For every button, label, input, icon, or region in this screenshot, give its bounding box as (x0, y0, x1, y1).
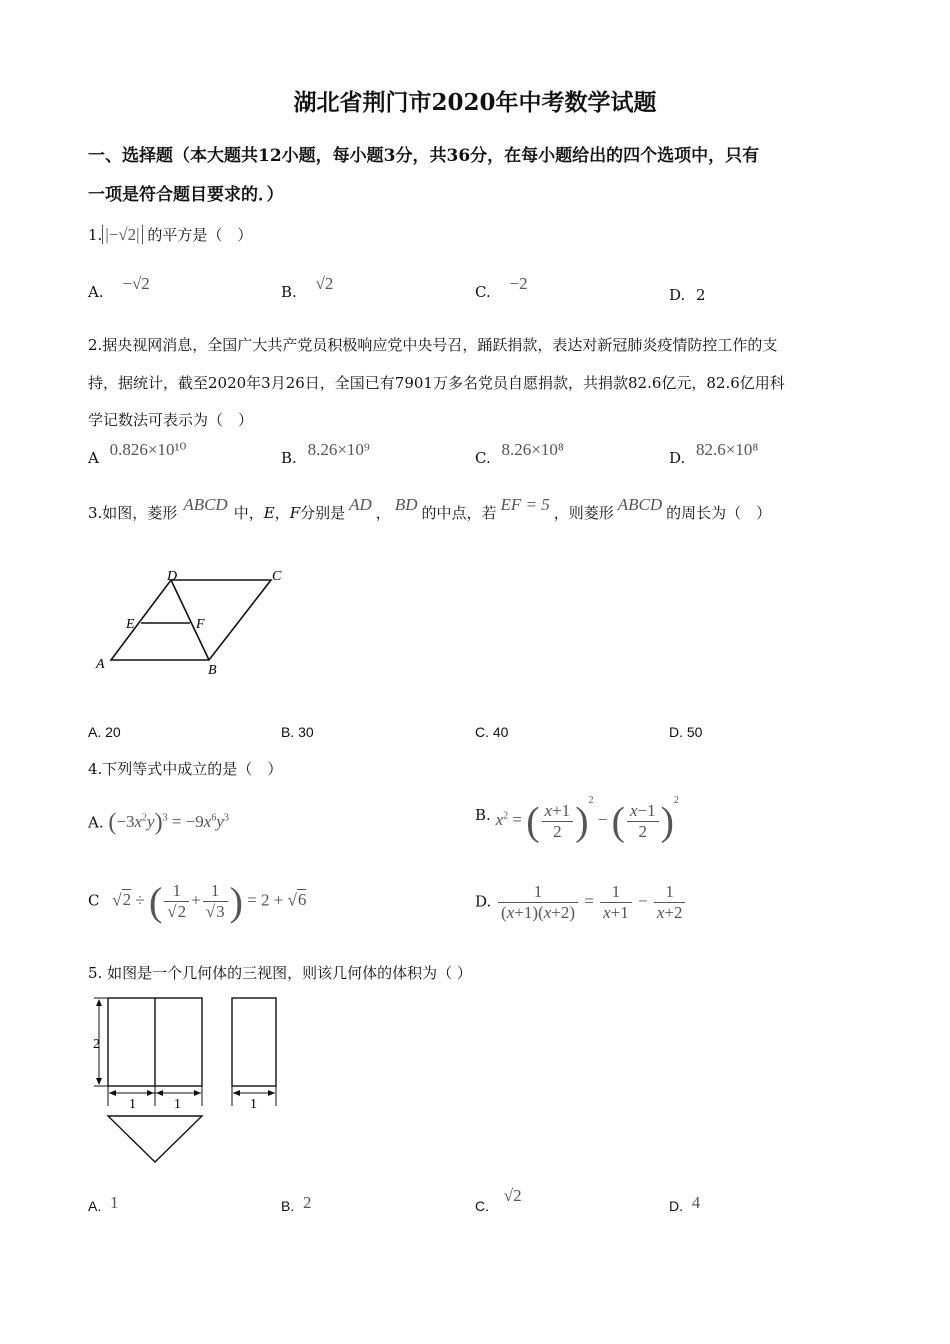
side-arrow-1 (233, 1090, 240, 1096)
q3-math-abcd-2: ABCD (617, 495, 663, 514)
section-heading-line1: 一、选择题（本大题共12小题，每小题3分，共36分，在每小题给出的四个选项中，只有 (88, 146, 760, 166)
label-c: C (272, 569, 282, 584)
width-arrow-2 (147, 1090, 154, 1096)
label-a: A (96, 657, 105, 672)
side-view (232, 998, 276, 1086)
width-arrow-4 (194, 1090, 201, 1096)
q4-option-c-math: √2 ÷ ( $\frac{1}{√2}$ + $\frac{1}{√3}$ ) = 2 + √6 (112, 879, 307, 924)
q5-option-a-math: 1 (110, 1193, 119, 1212)
q4-option-d-math: $\frac{1}{(x+1)(x+2)}$ = $\frac{1}{x+1}$ − $\frac{1}{x+2}$ (496, 882, 687, 923)
q1-option-c-math: −2 (509, 274, 528, 293)
q3-text-2: 中， (233, 504, 264, 522)
q5-option-a (88, 1193, 119, 1216)
question-1 (88, 224, 252, 245)
q2-line2: 持，据统计，截至2020年3月26日，全国已有7901万多名党员自愿捐款，共捐款82.6亿元，82.6亿用科 (88, 374, 785, 392)
label-b: B (208, 663, 217, 678)
q1-option-b (281, 274, 334, 302)
q2-option-d-label: D. (669, 449, 686, 467)
q3-text-5: ， (375, 504, 391, 522)
q5-option-c-label: C. (475, 1198, 489, 1214)
q5-stem: 5. 如图是一个几何体的三视图，则该几何体的体积为（ ） (88, 964, 472, 982)
q5-option-b-label: B. (281, 1198, 295, 1214)
q3-math-ad: AD (349, 495, 372, 514)
width-label-1: 1 (129, 1097, 136, 1112)
q2-option-c-math: 8.26×10⁸ (501, 440, 564, 459)
q2-line1: 2.据央视网消息，全国广大共产党员积极响应党中央号召，踊跃捐款，表达对新冠肺炎疫情防控工作的支 (88, 336, 778, 354)
q3-math-abcd: ABCD (183, 495, 228, 514)
section-heading-line2: 一项是符合题目要求的．） (88, 185, 284, 205)
q4-stem: 4.下列等式中成立的是（ ） (88, 760, 283, 778)
q3-math-bd: BD (394, 495, 418, 514)
q2-option-a-label: A (88, 449, 99, 467)
label-d: D (167, 569, 178, 584)
q3-text-1: 3.如图，菱形 (88, 504, 178, 522)
q3-option-b: B. 30 (281, 724, 314, 740)
q5-option-d-label: D. (669, 1198, 683, 1214)
q1-option-b-label: B. (281, 283, 297, 301)
rhombus-figure (86, 560, 306, 685)
q3-option-d: D. 50 (669, 724, 703, 740)
q1-expression: |−√2| (102, 225, 142, 244)
q5-option-c-math: √2 (503, 1186, 522, 1205)
side-arrow-2 (268, 1090, 275, 1096)
rhombus-abcd (111, 580, 271, 660)
q2-option-a-math: 0.826×10¹⁰ (109, 440, 187, 459)
q5-option-b (281, 1193, 312, 1216)
q4-option-d-label: D. (475, 892, 492, 911)
q1-option-a (88, 274, 150, 302)
q3-point-e: E (263, 504, 275, 522)
q5-option-a-label: A. (88, 1198, 102, 1214)
q1-option-c-label: C. (475, 283, 491, 301)
q2-option-d (669, 440, 759, 468)
q3-point-f: F (289, 504, 301, 522)
q1-stem: 的平方是（ ） (147, 226, 253, 244)
q4-option-a-label: A. (88, 813, 104, 832)
q1-number: 1. (88, 226, 103, 244)
question-3 (88, 495, 772, 523)
label-e: E (126, 617, 135, 632)
q1-option-a-math: −√2 (122, 274, 150, 293)
q4-option-a (88, 810, 229, 837)
q2-option-d-math: 82.6×10⁸ (696, 440, 759, 459)
q3-text-3: ， (274, 504, 290, 522)
q3-math-ef: EF = 5 (500, 495, 550, 514)
height-label: 2 (93, 1037, 100, 1052)
q1-option-d-label: D. (669, 286, 686, 304)
three-view-figure (86, 990, 296, 1170)
q3-text-8: 的周长为（ ） (666, 504, 772, 522)
q3-option-a: A. 20 (88, 724, 121, 740)
height-arrow-bottom (96, 1078, 102, 1085)
q2-line3: 学记数法可表示为（ ） (88, 411, 254, 429)
q4-option-b-math: $x^2$ = ( $\frac{x+1}{2}$ )$^2$ − ( $\frac{x-1}{2}$ )$^2$ (495, 795, 679, 844)
q2-option-a (88, 440, 187, 468)
q2-option-c-label: C. (475, 449, 491, 467)
q1-option-a-label: A. (88, 283, 104, 301)
q3-text-7: ，则菱形 (553, 504, 614, 522)
width-arrow-1 (109, 1090, 116, 1096)
q4-option-c (88, 878, 306, 925)
q5-option-d-math: 4 (691, 1193, 701, 1212)
q3-option-c: C. 40 (475, 724, 509, 740)
q1-option-d-math: 2 (696, 286, 706, 304)
q4-option-c-label: C (88, 891, 100, 910)
q4-option-a-math: $(-3x^2y)^3 = -9x^6y^3$ (108, 810, 229, 836)
q2-option-b-label: B. (281, 449, 297, 467)
q4-option-b (475, 795, 679, 845)
q5-option-c (475, 1186, 522, 1216)
top-view-triangle (108, 1116, 202, 1162)
q1-option-b-math: √2 (315, 274, 334, 293)
q2-option-c (475, 440, 564, 468)
q4-option-b-label: B. (475, 805, 491, 824)
side-width-label: 1 (250, 1097, 257, 1112)
q2-option-b (281, 440, 370, 468)
q2-option-b-math: 8.26×10⁹ (307, 440, 370, 459)
q1-option-c (475, 274, 528, 302)
width-arrow-3 (156, 1090, 163, 1096)
q3-text-4: 分别是 (300, 504, 346, 522)
height-arrow-top (96, 999, 102, 1006)
width-label-2: 1 (174, 1097, 181, 1112)
label-f: F (196, 617, 205, 632)
q1-option-d (669, 286, 706, 304)
q4-option-d (475, 882, 687, 923)
page-title: 湖北省荆门市2020年中考数学试题 (293, 89, 657, 116)
q5-option-b-math: 2 (303, 1193, 312, 1212)
q5-option-d (669, 1193, 701, 1216)
q3-text-6: 的中点，若 (421, 504, 497, 522)
